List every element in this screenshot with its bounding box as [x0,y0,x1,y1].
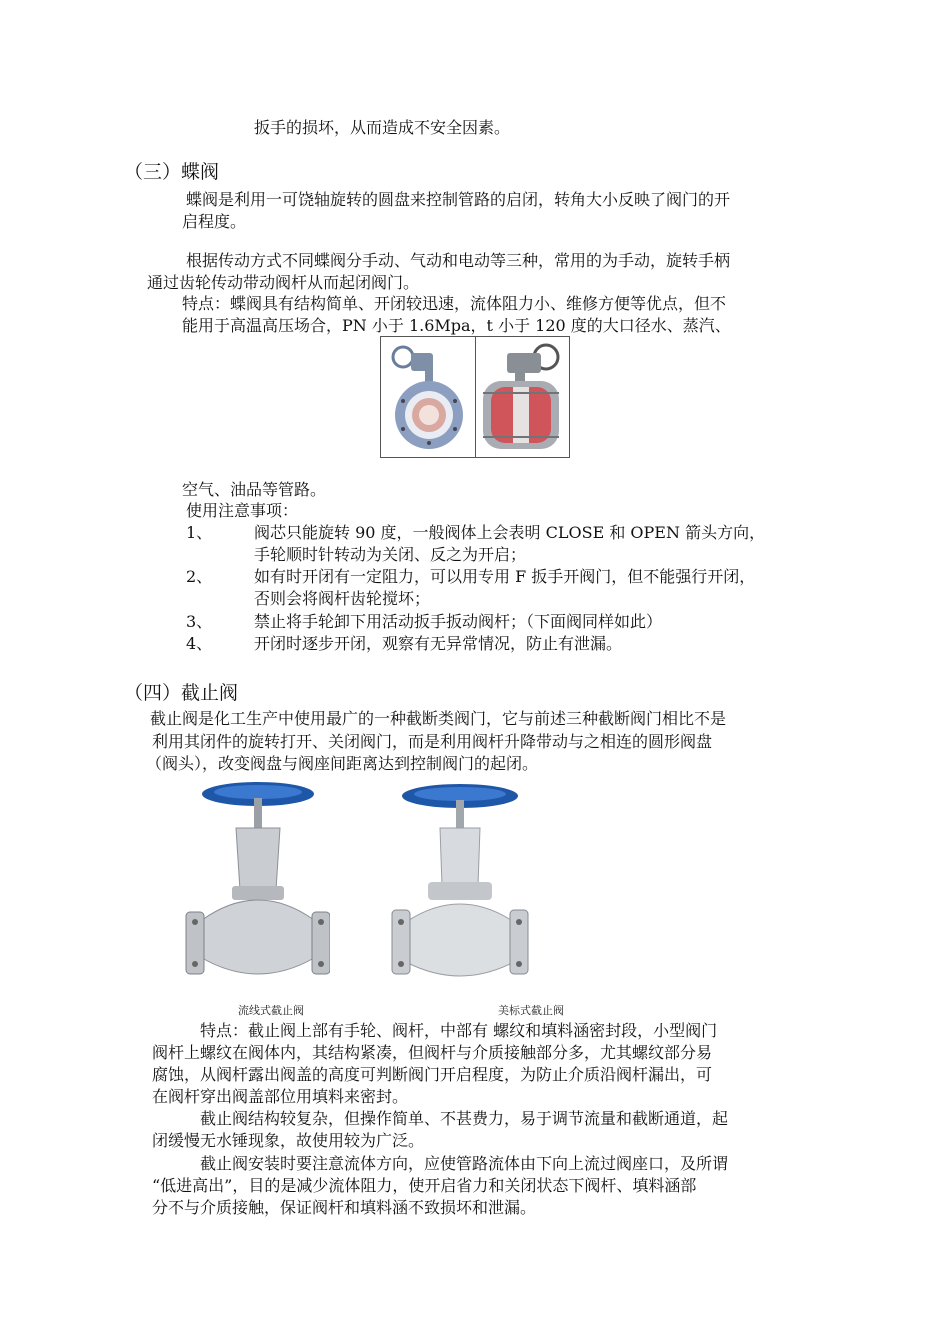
paragraph-line: “低进高出”，目的是减少流体阻力，使开启省力和关闭状态下阀杆、填料涵部 [152,1176,697,1195]
paragraph-line: 在阀杆穿出阀盖部位用填料来密封。 [152,1087,409,1106]
butterfly-valve-figure [380,336,570,458]
paragraph-line: 分不与介质接触，保证阀杆和填料涵不致损坏和泄漏。 [152,1198,537,1217]
paragraph-line: 阀杆上螺纹在阀体内，其结构紧凑，但阀杆与介质接触部分多，尤其螺纹部分易 [152,1043,713,1062]
note-number: 4、 [186,634,213,653]
paragraph-line: 闭缓慢无水锤现象，故使用较为广泛。 [152,1131,425,1150]
note-number: 2、 [186,567,213,586]
note-line: 禁止将手轮卸下用活动扳手扳动阀杆；（下面阀同样如此） [254,612,663,631]
notes-title: 使用注意事项： [186,501,299,520]
figure-caption: 美标式截止阀 [498,1004,564,1017]
note-line: 如有时开闭有一定阻力，可以用专用 F 扳手开阀门，但不能强行开闭， [254,567,756,586]
section-heading-globe-valve: （四）截止阀 [124,682,239,704]
note-number: 1、 [186,523,213,542]
paragraph-line: （阀头），改变阀盘与阀座间距离达到控制阀门的起闭。 [146,754,539,773]
note-line: 否则会将阀杆齿轮搅坏； [254,589,431,608]
note-line: 开闭时逐步开闭，观察有无异常情况，防止有泄漏。 [254,634,623,653]
paragraph-line: 蝶阀是利用一可饶轴旋转的圆盘来控制管路的启闭，转角大小反映了阀门的开 [186,190,731,209]
streamline-globe-valve-image [180,780,330,1002]
butterfly-valve-gear-image [483,345,559,449]
butterfly-valve-manual-image [393,347,463,449]
note-line: 手轮顺时针转动为关闭、反之为开启； [254,545,527,564]
paragraph-line: 腐蚀，从阀杆露出阀盖的高度可判断阀门开启程度，为防止介质沿阀杆漏出，可 [152,1065,713,1084]
paragraph-line: 截止阀安装时要注意流体方向，应使管路流体由下向上流过阀座口，及所谓 [200,1154,729,1173]
paragraph-line: 特点：截止阀上部有手轮、阀杆，中部有 螺纹和填料涵密封段，小型阀门 [200,1021,718,1040]
note-line: 阀芯只能旋转 90 度，一般阀体上会表明 CLOSE 和 OPEN 箭头方向， [254,523,766,542]
paragraph-line: 启程度。 [182,212,247,231]
paragraph-line: 截止阀是化工生产中使用最广的一种截断类阀门，它与前述三种截断阀门相比不是 [150,709,727,728]
note-number: 3、 [186,612,213,631]
paragraph-line: 根据传动方式不同蝶阀分手动、气动和电动等三种，常用的为手动，旋转手柄 [186,251,731,270]
continued-text: 扳手的损坏，从而造成不安全因素。 [254,118,511,137]
paragraph-line: 能用于高温高压场合，PN 小于 1.6Mpa，t 小于 120 度的大口径水、蒸汽、 [182,316,731,335]
paragraph-line: 利用其闭件的旋转打开、关闭阀门，而是利用阀杆升降带动与之相连的圆形阀盘 [152,732,713,751]
paragraph-line: 通过齿轮传动带动阀杆从而起闭阀门。 [147,273,420,292]
section-heading-butterfly-valve: （三）蝶阀 [124,161,220,183]
figure-caption: 流线式截止阀 [238,1004,304,1017]
paragraph-line: 特点：蝶阀具有结构简单、开闭较迅速，流体阻力小、维修方便等优点，但不 [182,294,727,313]
paragraph-line: 截止阀结构较复杂，但操作简单、不甚费力，易于调节流量和截断通道，起 [200,1109,729,1128]
american-standard-globe-valve-image [388,782,538,1002]
paragraph-line: 空气、油品等管路。 [182,480,327,499]
